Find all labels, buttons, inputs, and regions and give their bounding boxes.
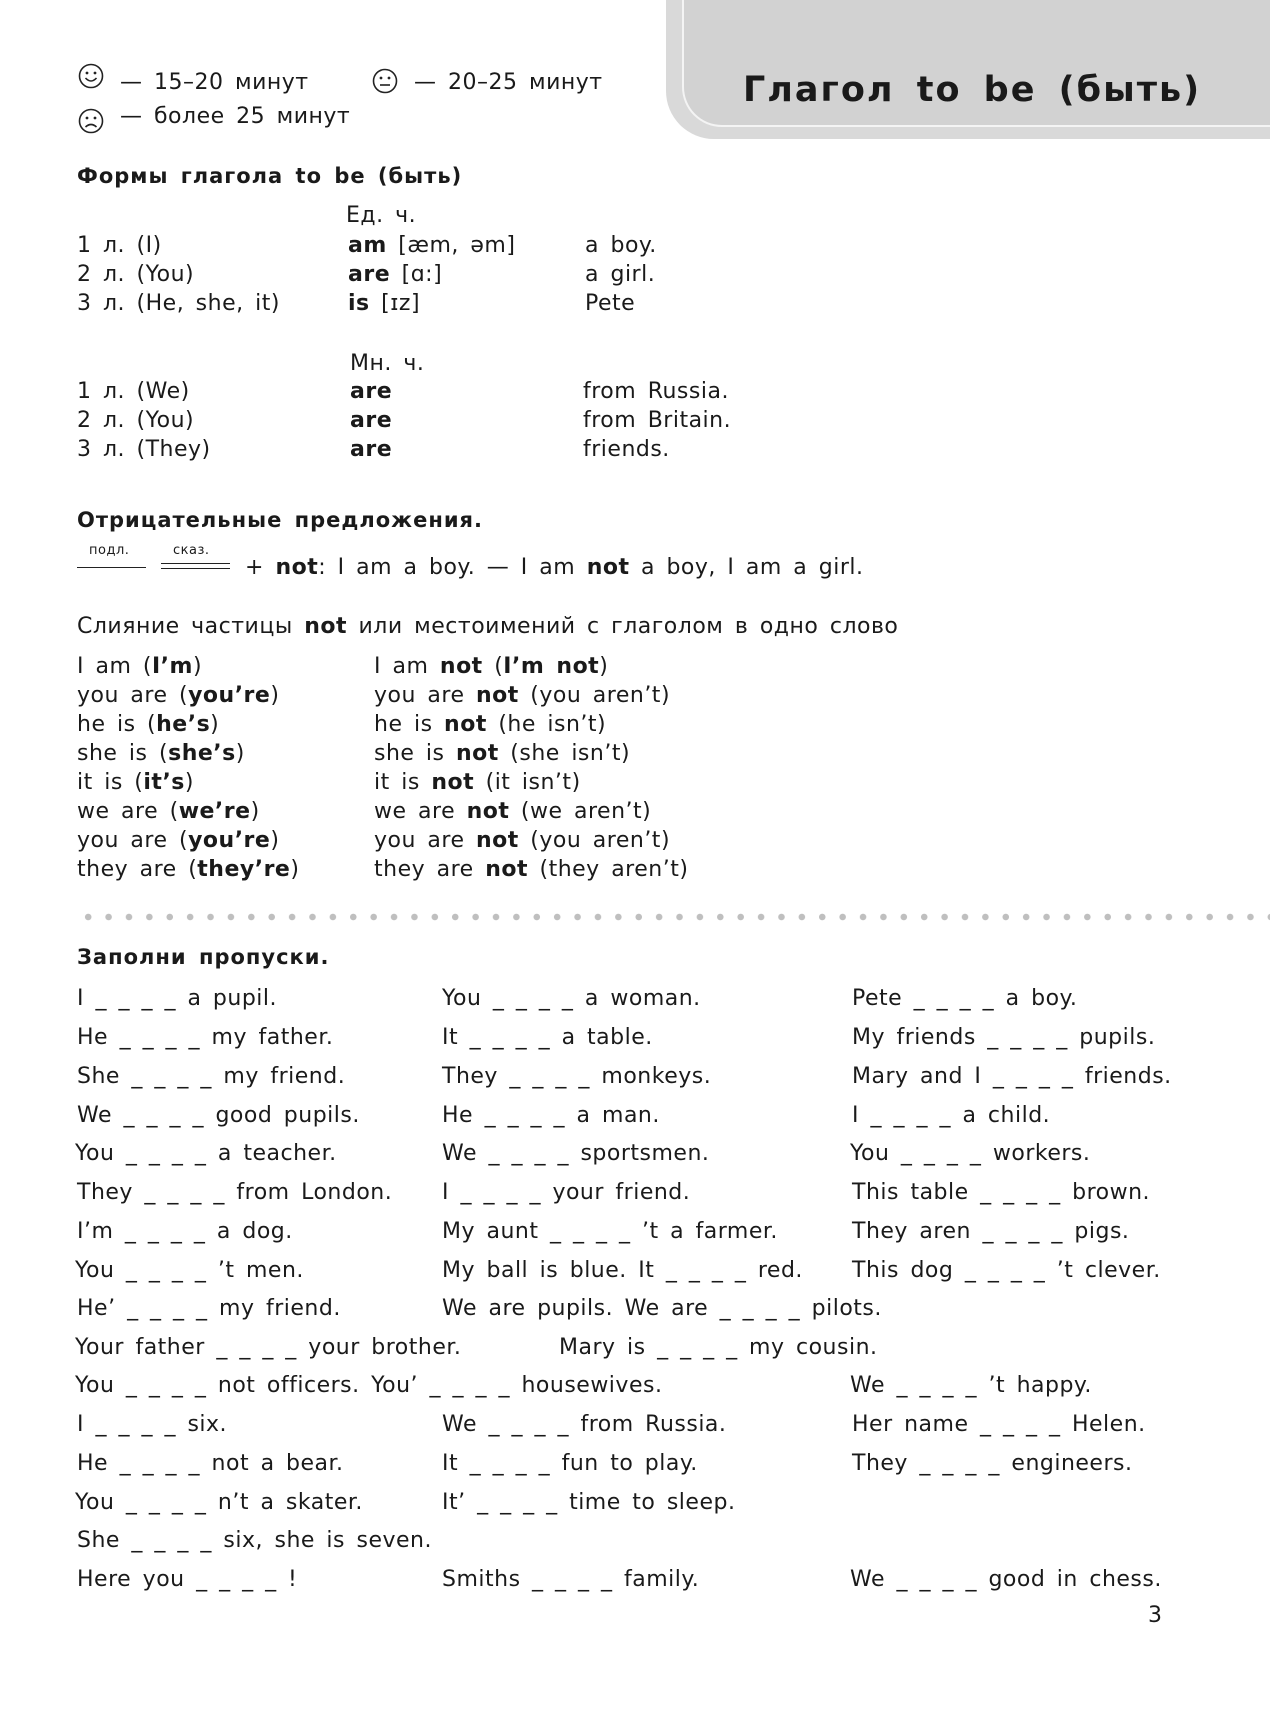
contractions-intro: Слияние частицы not или местоимений с глаголом в одно слово: [77, 614, 899, 639]
exercise-item: He _ _ _ _ a man.: [442, 1103, 660, 1128]
exercise-item: It _ _ _ _ fun to play.: [442, 1451, 698, 1476]
exercise-item: She _ _ _ _ six, she is seven.: [77, 1528, 432, 1553]
exercise-item: They aren _ _ _ _ pigs.: [852, 1219, 1130, 1244]
contraction-right: you are not (you aren’t): [374, 683, 671, 708]
exercise-item: We are pupils. We are _ _ _ _ pilots.: [442, 1296, 882, 1321]
exercise-item: We _ _ _ _ good in chess.: [850, 1567, 1162, 1592]
exercise-item: He _ _ _ _ not a bear.: [77, 1451, 344, 1476]
exercise-item: We _ _ _ _ sportsmen.: [442, 1141, 710, 1166]
negative-formula: + not: I am a boy. — I am not a boy, I am a girl.: [245, 555, 864, 580]
exercise-item: He _ _ _ _ my father.: [77, 1025, 334, 1050]
sad-face-icon: [78, 108, 104, 134]
contraction-right: she is not (she isn’t): [374, 741, 631, 766]
exercise-item: They _ _ _ _ from London.: [77, 1180, 393, 1205]
person: 3 л. (They): [77, 437, 211, 462]
verb: are: [350, 408, 393, 433]
exercise-item: This table _ _ _ _ brown.: [852, 1180, 1151, 1205]
exercise-item: You _ _ _ _ a teacher.: [75, 1141, 337, 1166]
contraction-right: they are not (they aren’t): [374, 857, 689, 882]
exercise-item: You _ _ _ _ workers.: [850, 1141, 1091, 1166]
exercise-item: Mary and I _ _ _ _ friends.: [852, 1064, 1172, 1089]
exercise-item: He’ _ _ _ _ my friend.: [77, 1296, 341, 1321]
exercise-item: I _ _ _ _ a child.: [852, 1103, 1051, 1128]
subject-underline: [77, 567, 146, 568]
happy-face-icon: [78, 63, 104, 89]
exercise-title: Заполни пропуски.: [77, 945, 330, 969]
exercise-item: Here you _ _ _ _ !: [77, 1567, 298, 1592]
subject-label: подл.: [89, 543, 130, 558]
predicate-underline: [161, 563, 230, 569]
contraction-right: you are not (you aren’t): [374, 828, 671, 853]
example: Pete: [585, 291, 636, 316]
exercise-item: My friends _ _ _ _ pupils.: [852, 1025, 1156, 1050]
example: a boy.: [585, 233, 657, 258]
verb-row: is [ɪz]: [348, 291, 421, 316]
contraction-left: we are (we’re): [77, 799, 260, 824]
exercise-item: Her name _ _ _ _ Helen.: [852, 1412, 1146, 1437]
exercise-item: My ball is blue. It _ _ _ _ red.: [442, 1258, 803, 1283]
plural-label: Мн. ч.: [350, 351, 425, 376]
exercise-item: I’m _ _ _ _ a dog.: [77, 1219, 293, 1244]
contraction-left: they are (they’re): [77, 857, 300, 882]
exercise-item: She _ _ _ _ my friend.: [77, 1064, 346, 1089]
exercise-item: I _ _ _ _ a pupil.: [77, 986, 278, 1011]
verb: are: [350, 379, 393, 404]
dotted-divider: [78, 912, 1270, 922]
exercise-item: We _ _ _ _ from Russia.: [442, 1412, 727, 1437]
exercise-item: You _ _ _ _ a woman.: [442, 986, 701, 1011]
exercise-item: They _ _ _ _ engineers.: [852, 1451, 1133, 1476]
example: friends.: [583, 437, 670, 462]
exercise-item: We _ _ _ _ ’t happy.: [850, 1373, 1092, 1398]
exercise-item: You _ _ _ _ n’t a skater.: [75, 1490, 363, 1515]
contraction-right: it is not (it isn’t): [374, 770, 581, 795]
contraction-right: we are not (we aren’t): [374, 799, 652, 824]
example: a girl.: [585, 262, 656, 287]
timing-sad: — более 25 минут: [120, 104, 351, 129]
person: 1 л. (We): [77, 379, 190, 404]
exercise-item: You _ _ _ _ ’t men.: [75, 1258, 304, 1283]
person: 2 л. (You): [77, 408, 195, 433]
exercise-item: They _ _ _ _ monkeys.: [442, 1064, 712, 1089]
contraction-left: you are (you’re): [77, 683, 280, 708]
exercise-item: It _ _ _ _ a table.: [442, 1025, 653, 1050]
person: 1 л. (I): [77, 233, 162, 258]
contraction-left: he is (he’s): [77, 712, 220, 737]
example: from Britain.: [583, 408, 732, 433]
contraction-left: she is (she’s): [77, 741, 245, 766]
person: 3 л. (He, she, it): [77, 291, 280, 316]
negative-title: Отрицательные предложения.: [77, 508, 484, 532]
person: 2 л. (You): [77, 262, 195, 287]
verb-row: are [ɑ:]: [348, 262, 443, 287]
exercise-item: You _ _ _ _ not officers. You’ _ _ _ _ housewives.: [75, 1373, 663, 1398]
verb-row: am [æm, əm]: [348, 233, 516, 258]
page-title: Глагол to be (быть): [743, 70, 1202, 110]
singular-label: Ед. ч.: [346, 203, 417, 228]
contraction-left: you are (you’re): [77, 828, 280, 853]
predicate-label: сказ.: [173, 543, 210, 558]
exercise-item: Mary is _ _ _ _ my cousin.: [559, 1335, 878, 1360]
contraction-right: I am not (I’m not): [374, 654, 609, 679]
contraction-right: he is not (he isn’t): [374, 712, 607, 737]
exercise-item: We _ _ _ _ good pupils.: [77, 1103, 360, 1128]
forms-title: Формы глагола to be (быть): [77, 164, 463, 188]
exercise-item: Pete _ _ _ _ a boy.: [852, 986, 1078, 1011]
contraction-left: it is (it’s): [77, 770, 194, 795]
exercise-item: Smiths _ _ _ _ family.: [442, 1567, 700, 1592]
exercise-item: My aunt _ _ _ _ ’t a farmer.: [442, 1219, 778, 1244]
exercise-item: This dog _ _ _ _ ’t clever.: [852, 1258, 1161, 1283]
exercise-item: I _ _ _ _ six.: [77, 1412, 228, 1437]
exercise-item: I _ _ _ _ your friend.: [442, 1180, 691, 1205]
page-number: 3: [1148, 1603, 1163, 1628]
verb: are: [350, 437, 393, 462]
timing-neutral: — 20–25 минут: [414, 70, 603, 95]
timing-happy: — 15–20 минут: [120, 70, 309, 95]
contraction-left: I am (I’m): [77, 654, 203, 679]
exercise-item: Your father _ _ _ _ your brother.: [75, 1335, 462, 1360]
exercise-item: It’ _ _ _ _ time to sleep.: [442, 1490, 736, 1515]
neutral-face-icon: [372, 68, 398, 94]
example: from Russia.: [583, 379, 729, 404]
